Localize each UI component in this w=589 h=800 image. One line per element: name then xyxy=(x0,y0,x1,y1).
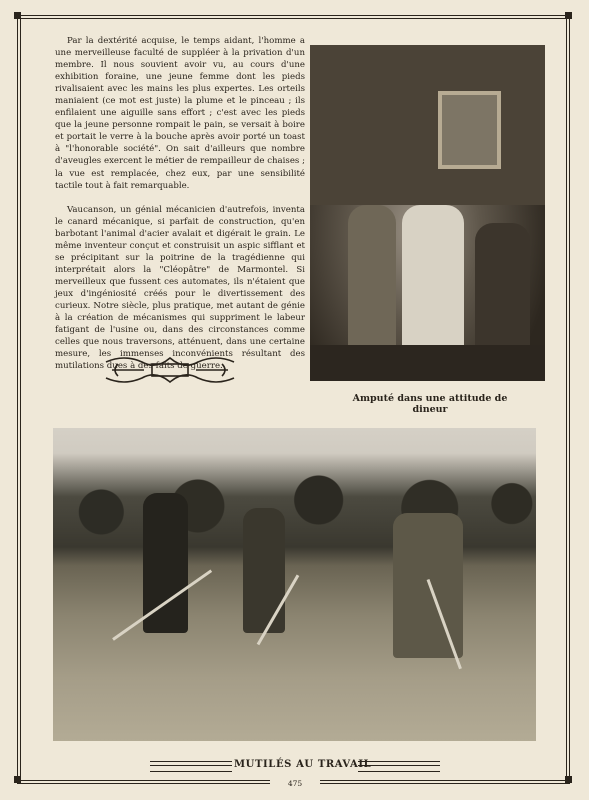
corner-ornament-bottom-left xyxy=(14,776,21,783)
photo-caption: Amputé dans une attitude de dineur xyxy=(352,393,508,415)
paragraph: Par la dextérité acquise, le temps aidant, l'homme a une merveilleuse faculté de suppléer à la privation d'un membre. Il nous souvient avoir vu, au cours d'une exhibition foraine, une jeune femme dont les pieds rivalisaient avec les mains les plus expertes. Les orteils maniaient (ce mot est juste) la plume et le pinceau ; ils enfilaient une aiguille sans effort ; c'est avec les pieds que la jeune personne rompait le pain, se versait à boire et portait le verre à la bouche après avoir porté un toast à "l'honorable société". On sait d'ailleurs que nombre d'aveugles exercent le métier de rempailleur de chaises ; la vue est remplacée, chez eux, par une sensibilité tactile tout à fait remarquable. xyxy=(55,36,305,191)
photo-workers-field xyxy=(53,428,536,741)
page-number: 475 xyxy=(270,779,320,788)
page-title: MUTILÉS AU TRAVAIL xyxy=(234,759,372,770)
corner-ornament-top-left xyxy=(14,12,21,19)
decorative-rule xyxy=(358,761,440,772)
tree-line xyxy=(53,446,536,566)
footer-title-block xyxy=(150,759,440,775)
corner-ornament-bottom-right xyxy=(565,776,572,783)
decorative-ornament xyxy=(104,352,236,388)
framed-picture xyxy=(438,91,501,169)
decorative-rule xyxy=(150,761,232,772)
photo-background xyxy=(310,45,545,205)
worker-figure xyxy=(243,508,285,633)
paragraph: Vaucanson, un génial mécanicien d'autrefois, inventa le canard mécanique, si parfait de construction, qu'en barbotant l'animal d'acier avalait et digérait le grain. Le même inventeur conçut et construisit un aspic sifflant et se précipitant sur la poitrine de la tragédienne qui interprétait alors la "Cléopâtre" de Marmontel. Si merveilleux que fussent ces automates, ils n'étaient que jeux d'ingéniosité créés pour le divertissement des curieux. Notre siècle, plus pratique, met autant de génie à la création de mécanismes qui suppriment le labeur fatigant de l'usine ou, dans des circonstances comme celles que nous traversons, atténuent, dans une certaine mesure, les immenses inconvénients résultant des mutilations dues à des faits de guerre. xyxy=(55,204,305,372)
article-text xyxy=(55,35,305,372)
photo-amputee-diner xyxy=(310,45,545,381)
photo-floor xyxy=(310,345,545,381)
corner-ornament-top-right xyxy=(565,12,572,19)
